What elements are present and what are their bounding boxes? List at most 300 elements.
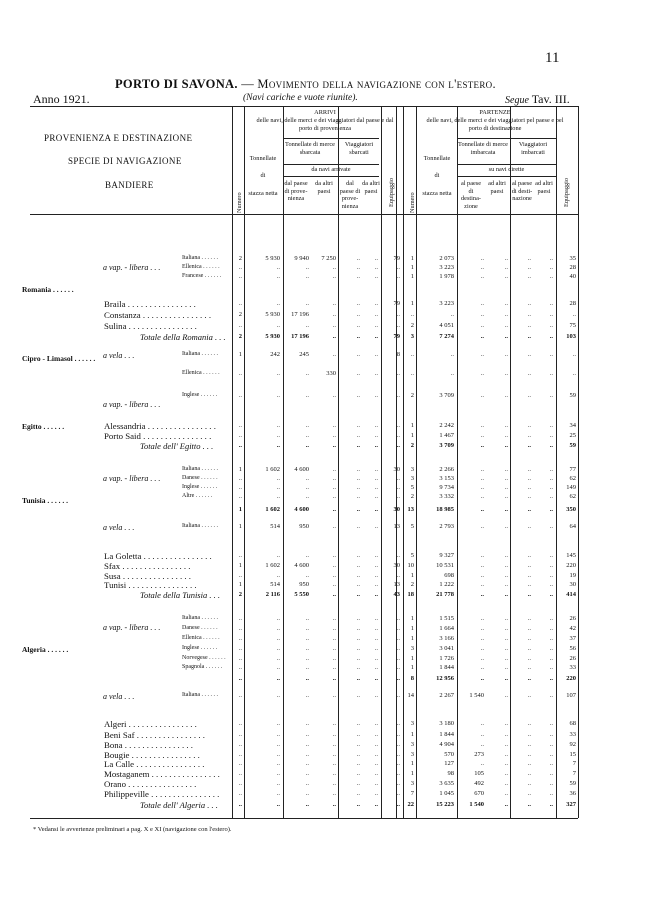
partenze-numero-cell: 5 — [410, 552, 414, 559]
arrivi-equip-cell: .. — [396, 484, 400, 491]
partenze-stazza-cell: 3 180 — [439, 720, 454, 727]
arrivi-stazza-cell: .. — [276, 493, 280, 500]
arrivi-viagg-paese-cell: .. — [356, 300, 360, 307]
arrivi-equip-cell: .. — [396, 442, 400, 449]
arrivi-viagg-paese-cell: .. — [356, 780, 360, 787]
flag-label: Danese . . . . . . — [182, 625, 218, 631]
arrivi-merce-paese-cell: .. — [305, 675, 309, 682]
partenze-merce-altri-cell: .. — [504, 333, 508, 340]
partenze-merce-altri-cell: .. — [504, 273, 508, 280]
arrivi-viagg-altri-cell: .. — [374, 790, 378, 797]
arrivi-merce-paese-cell: .. — [305, 720, 309, 727]
page-title — [115, 77, 496, 92]
arrivi-numero-cell: 2 — [238, 255, 242, 262]
arrivi-equip-cell: 13 — [393, 523, 400, 530]
flag-label: Inglese . . . . . . — [182, 645, 218, 651]
partenze-merce-paese-cell: .. — [480, 731, 484, 738]
arrivi-stazza-cell: .. — [276, 322, 280, 329]
arrivi-merce-altri-cell: .. — [332, 562, 336, 569]
arrivi-viagg-altri-cell: .. — [374, 300, 378, 307]
partenze-viagg-paese-cell: .. — [527, 475, 531, 482]
partenze-viagg-altri-cell: .. — [549, 562, 553, 569]
arrivi-merce-paese-cell: .. — [305, 770, 309, 777]
arrivi-viagg-altri-cell: .. — [374, 322, 378, 329]
partenze-viagg-paese-cell: .. — [527, 751, 531, 758]
partenze-stazza-cell: 2 266 — [439, 466, 454, 473]
arrivi-numero-cell: .. — [238, 552, 242, 559]
arrivi-merce-paese-cell: .. — [305, 780, 309, 787]
partenze-viagg-altri-cell: .. — [549, 720, 553, 727]
partenze-equip-cell: 103 — [566, 333, 576, 340]
partenze-stazza-cell: 4 051 — [439, 322, 454, 329]
arrivi-viagg-paese-cell: .. — [356, 751, 360, 758]
partenze-merce-altri-cell: .. — [504, 484, 508, 491]
partenze-viagg-paese-cell: .. — [527, 322, 531, 329]
arrivi-stazza-cell: .. — [276, 751, 280, 758]
arrivi-stazza-cell: .. — [276, 552, 280, 559]
partenze-stazza-cell: 3 709 — [439, 392, 454, 399]
partenze-equip-cell: 40 — [569, 273, 576, 280]
partenze-merce-paese-cell: .. — [480, 322, 484, 329]
arrivi-equip-cell: 79 — [393, 333, 400, 340]
partenze-merce-paese-cell: .. — [480, 333, 484, 340]
arrivi-equip-cell: .. — [396, 790, 400, 797]
partenze-numero-cell: 1 — [410, 422, 414, 429]
partenze-merce-altri-cell: .. — [504, 392, 508, 399]
arrivi-viagg-altri-cell: .. — [374, 625, 378, 632]
partenze-tonnellate: Tonnellate — [423, 155, 451, 162]
partenze-numero-cell: 1 — [410, 731, 414, 738]
partenze-equip-cell: 33 — [569, 731, 576, 738]
rule-header-bottom — [30, 214, 578, 215]
arrivi-viagg-altri-cell: .. — [374, 506, 378, 513]
partenze-equip: Equipaggio — [563, 177, 570, 207]
column-rule — [283, 106, 284, 818]
arrivi-viagg-paese-cell: .. — [356, 635, 360, 642]
arrivi-equip-cell: .. — [396, 692, 400, 699]
arrivi-merce-paese-cell: .. — [305, 615, 309, 622]
arrivi-numero-cell: .. — [238, 322, 242, 329]
partenze-viagg-paese-cell: .. — [527, 645, 531, 652]
partenze-viagg-altri-cell: .. — [549, 645, 553, 652]
partenze-numero-cell: 2 — [410, 442, 414, 449]
partenze-viagg-altri-cell: .. — [549, 751, 553, 758]
arrivi-stazza-cell: 514 — [270, 581, 280, 588]
arrivi-equip-cell: .. — [396, 664, 400, 671]
partenze-merce-altri-cell: .. — [504, 625, 508, 632]
column-rule — [457, 106, 458, 818]
partenze-viagg-altri-cell: .. — [549, 322, 553, 329]
arrivi-viagg-altri-cell: .. — [374, 645, 378, 652]
arrivi-merce-altri-cell: .. — [332, 484, 336, 491]
arrivi-stazza-cell: .. — [276, 645, 280, 652]
partenze-viagg-altri-cell: .. — [549, 523, 553, 530]
arrivi-numero-cell: .. — [238, 493, 242, 500]
partenze-numero-cell: 3 — [410, 475, 414, 482]
flag-label: Italiana . . . . . . — [182, 255, 218, 261]
column-rule — [510, 106, 511, 818]
arrivi-equip-cell: .. — [396, 475, 400, 482]
partenze-merce-altri-cell: .. — [504, 466, 508, 473]
partenze-merce-paese-cell: 1 540 — [469, 801, 484, 808]
partenze-viagg-altri-cell: .. — [549, 675, 553, 682]
arrivi-col3: dal paese di prove- nienza — [339, 180, 361, 210]
partenze-viagg-altri-cell: .. — [549, 760, 553, 767]
partenze-merce-paese-cell: .. — [480, 581, 484, 588]
partenze-stazza-cell: 21 778 — [436, 591, 454, 598]
partenze-stazza-cell: 1 726 — [439, 655, 454, 662]
partenze-merce-paese-cell: .. — [480, 273, 484, 280]
arrivi-viagg-paese-cell: .. — [356, 801, 360, 808]
flag-label: Francese . . . . . . — [182, 273, 222, 279]
arrivi-viagg-altri-cell: .. — [374, 475, 378, 482]
partenze-numero-cell: 1 — [410, 635, 414, 642]
partenze-merce-altri-cell: .. — [504, 475, 508, 482]
arrivi-merce: Tonnellate di merce sbarcata — [285, 141, 335, 156]
arrivi-merce-paese-cell: 9 940 — [294, 255, 309, 262]
partenze-stazza-cell: 9 327 — [439, 552, 454, 559]
partenze-numero-cell: 1 — [410, 625, 414, 632]
page-number: 11 — [545, 50, 560, 66]
arrivi-viagg-paese-cell: .. — [356, 720, 360, 727]
arrivi-merce-paese-cell: .. — [305, 572, 309, 579]
partenze-viagg-altri-cell: .. — [549, 625, 553, 632]
arrivi-viagg-paese-cell: .. — [356, 523, 360, 530]
partenze-merce-paese-cell: .. — [480, 351, 484, 358]
anno-label: Anno 1921. — [33, 92, 90, 106]
partenze-stazza-cell: 2 267 — [439, 692, 454, 699]
arrivi-merce-paese-cell: .. — [305, 432, 309, 439]
arrivi-viagg-paese-cell: .. — [356, 506, 360, 513]
arrivi-stazza-cell: .. — [276, 675, 280, 682]
partenze-stazza-cell: .. — [450, 311, 454, 318]
partenze-equip-cell: 7 — [572, 770, 576, 777]
group-label: Cipro - Limasol . . . . . . — [22, 354, 96, 363]
partenze-equip-cell: 77 — [569, 466, 576, 473]
partenze-viagg-altri-cell: .. — [549, 392, 553, 399]
arrivi-viagg-paese-cell: .. — [356, 741, 360, 748]
arrivi-viagg-paese-cell: .. — [356, 675, 360, 682]
partenze-viagg-paese-cell: .. — [527, 466, 531, 473]
partenze-numero-cell: 1 — [410, 255, 414, 262]
partenze-viagg-altri-cell: .. — [549, 780, 553, 787]
partenze-viagg-altri-cell: .. — [549, 484, 553, 491]
flag-label: Inglese . . . . . . — [182, 392, 218, 398]
arrivi-viagg-paese-cell: .. — [356, 475, 360, 482]
title-rest: — Movimento della navigazione con l'estero. — [237, 77, 496, 91]
partenze-equip-cell: 30 — [569, 581, 576, 588]
arrivi-merce-altri-cell: .. — [332, 506, 336, 513]
arrivi-merce-altri-cell: .. — [332, 625, 336, 632]
partenze-merce-altri-cell: .. — [504, 655, 508, 662]
flag-label: Norvegese . . . . . . — [182, 655, 226, 661]
port-label: Sfax . . . . . . . . . . . . . . . . — [104, 561, 191, 571]
partenze-stazza-cell: 3 709 — [439, 442, 454, 449]
arrivi-viagg-paese-cell: .. — [356, 311, 360, 318]
header-rule — [457, 164, 556, 165]
partenze-viagg-altri-cell: .. — [549, 370, 553, 377]
arrivi-viagg-altri-cell: .. — [374, 692, 378, 699]
arrivi-merce-paese-cell: .. — [305, 790, 309, 797]
arrivi-viagg-altri-cell: .. — [374, 655, 378, 662]
arrivi-viagg-altri-cell: .. — [374, 572, 378, 579]
partenze-viagg-altri-cell: .. — [549, 591, 553, 598]
arrivi-viagg-paese-cell: .. — [356, 370, 360, 377]
partenze-viagg-paese-cell: .. — [527, 731, 531, 738]
partenze-viagg-paese-cell: .. — [527, 675, 531, 682]
partenze-merce-paese-cell: .. — [480, 392, 484, 399]
column-rule — [338, 106, 339, 818]
partenze-stazza-cell: 3 166 — [439, 635, 454, 642]
arrivi-merce-altri-cell: 7 250 — [321, 255, 336, 262]
partenze-equip-cell: 15 — [569, 751, 576, 758]
partenze-numero-cell: .. — [410, 351, 414, 358]
partenze-numero-cell: 1 — [410, 300, 414, 307]
partenze-viagg-altri-cell: .. — [549, 351, 553, 358]
partenze-merce-altri-cell: .. — [504, 422, 508, 429]
group-label: Egitto . . . . . . — [22, 422, 65, 431]
arrivi-viagg-altri-cell: .. — [374, 664, 378, 671]
port-label: Sulina . . . . . . . . . . . . . . . . — [104, 321, 197, 331]
partenze-merce-paese-cell: .. — [480, 562, 484, 569]
partenze-numero-cell: 7 — [410, 790, 414, 797]
group-label: Romania . . . . . . — [22, 285, 74, 294]
navigation-kind: a vap. - libera . . . — [103, 263, 161, 272]
arrivi-viagg-paese-cell: .. — [356, 731, 360, 738]
partenze-stazza-cell: 3 635 — [439, 780, 454, 787]
arrivi-merce-paese-cell: 4 600 — [294, 466, 309, 473]
partenze-viagg-altri-cell: .. — [549, 801, 553, 808]
flag-label: Danese . . . . . . — [182, 475, 218, 481]
port-label: La Goletta . . . . . . . . . . . . . . . . — [104, 551, 212, 561]
arrivi-numero-cell: .. — [238, 664, 242, 671]
partenze-viagg-altri-cell: .. — [549, 731, 553, 738]
arrivi-viagg-altri-cell: .. — [374, 801, 378, 808]
partenze-equip-cell: 28 — [569, 264, 576, 271]
arrivi-equip-cell: .. — [396, 720, 400, 727]
arrivi-equip-cell: .. — [396, 322, 400, 329]
flag-label: Italiana . . . . . . — [182, 692, 218, 698]
arrivi-equip-cell: .. — [396, 552, 400, 559]
arrivi-viagg-paese-cell: .. — [356, 432, 360, 439]
partenze-numero-cell: 3 — [410, 645, 414, 652]
arrivi-merce-paese-cell: .. — [305, 664, 309, 671]
navigation-kind: a vap. - libera . . . — [103, 474, 161, 483]
arrivi-merce-altri-cell: .. — [332, 422, 336, 429]
partenze-equip-cell: 37 — [569, 635, 576, 642]
arrivi-sub: delle navi, delle merci e dei viaggiatori dal paese e dal porto di provenienza — [256, 117, 394, 132]
partenze-stazza-cell: 3 223 — [439, 300, 454, 307]
arrivi-merce-altri-cell: .. — [332, 351, 336, 358]
left-header-1: PROVENIENZA E DESTINAZIONE — [44, 133, 193, 143]
partenze-equip-cell: 34 — [569, 422, 576, 429]
arrivi-stazza-cell: 1 602 — [265, 506, 280, 513]
navigation-kind: a vela . . . — [103, 351, 135, 360]
partenze-viagg-altri-cell: .. — [549, 475, 553, 482]
arrivi-merce-altri-cell: .. — [332, 692, 336, 699]
arrivi-stazza-cell: .. — [276, 442, 280, 449]
partenze-merce-altri-cell: .. — [504, 645, 508, 652]
header-rule — [283, 138, 379, 139]
partenze-merce-paese-cell: .. — [480, 300, 484, 307]
arrivi-merce-altri-cell: .. — [332, 581, 336, 588]
partenze-viagg-altri-cell: .. — [549, 466, 553, 473]
partenze-numero-cell: 1 — [410, 264, 414, 271]
arrivi-merce-paese-cell: .. — [305, 273, 309, 280]
partenze-viagg-paese-cell: .. — [527, 655, 531, 662]
arrivi-stazza-cell: 5 930 — [265, 255, 280, 262]
arrivi-numero-cell: .. — [238, 770, 242, 777]
partenze-viagg-paese-cell: .. — [527, 572, 531, 579]
partenze-viagg-altri-cell: .. — [549, 422, 553, 429]
arrivi-merce-paese-cell: .. — [305, 645, 309, 652]
arrivi-viagg-altri-cell: .. — [374, 675, 378, 682]
arrivi-viagg-altri-cell: .. — [374, 422, 378, 429]
arrivi-numero-cell: .. — [238, 655, 242, 662]
partenze-merce-paese-cell: .. — [480, 311, 484, 318]
arrivi-equip-cell: .. — [396, 780, 400, 787]
arrivi-stazza-cell: .. — [276, 770, 280, 777]
arrivi-viagg-altri-cell: .. — [374, 770, 378, 777]
arrivi-numero-cell: .. — [238, 720, 242, 727]
partenze-viagg-altri-cell: .. — [549, 635, 553, 642]
port-label: Algeri . . . . . . . . . . . . . . . . — [104, 719, 197, 729]
partenze-merce: Tonnellate di merce imbarcata — [458, 141, 508, 156]
arrivi-viagg-altri-cell: .. — [374, 273, 378, 280]
partenze-viagg-altri-cell: .. — [549, 432, 553, 439]
column-rule — [396, 106, 397, 818]
arrivi-equip-cell: 13 — [393, 581, 400, 588]
partenze-viagg-paese-cell: .. — [527, 562, 531, 569]
partenze-equip-cell: .. — [572, 370, 576, 377]
partenze-viagg-altri-cell: .. — [549, 741, 553, 748]
partenze-viagg-altri-cell: .. — [549, 273, 553, 280]
arrivi-merce-paese-cell: .. — [305, 801, 309, 808]
partenze-merce-paese-cell: .. — [480, 635, 484, 642]
partenze-merce-paese-cell: .. — [480, 760, 484, 767]
partenze-merce-altri-cell: .. — [504, 731, 508, 738]
arrivi-merce-altri-cell: .. — [332, 552, 336, 559]
arrivi-numero-cell: .. — [238, 645, 242, 652]
partenze-viagg-altri-cell: .. — [549, 442, 553, 449]
partenze-equip-cell: 26 — [569, 615, 576, 622]
arrivi-equip-cell: .. — [396, 655, 400, 662]
arrivi-viagg-altri-cell: .. — [374, 333, 378, 340]
arrivi-merce-altri-cell: .. — [332, 591, 336, 598]
arrivi-stazza-cell: .. — [276, 801, 280, 808]
partenze-numero-cell: 2 — [410, 493, 414, 500]
arrivi-stazza-cell: .. — [276, 422, 280, 429]
partenze-stazza-cell: 10 531 — [436, 562, 454, 569]
partenze-merce-paese-cell: .. — [480, 675, 484, 682]
arrivi-viagg-paese-cell: .. — [356, 790, 360, 797]
arrivi-merce-paese-cell: .. — [305, 625, 309, 632]
arrivi-viagg-altri-cell: .. — [374, 760, 378, 767]
partenze-viagg-paese-cell: .. — [527, 664, 531, 671]
partenze-equip-cell: 64 — [569, 523, 576, 530]
arrivi-merce-paese-cell: 4 600 — [294, 562, 309, 569]
partenze-merce-altri-cell: .. — [504, 692, 508, 699]
header-rule — [457, 138, 556, 139]
partenze-viagg-altri-cell: .. — [549, 264, 553, 271]
arrivi-equip-cell: .. — [396, 675, 400, 682]
arrivi-numero-cell: 1 — [238, 562, 242, 569]
partenze-viagg-altri-cell: .. — [549, 581, 553, 588]
partenze-stazza-cell: 98 — [447, 770, 454, 777]
arrivi-merce-paese-cell: .. — [305, 655, 309, 662]
partenze-equip-cell: 62 — [569, 475, 576, 482]
partenze-merce-altri-cell: .. — [504, 370, 508, 377]
subtitle: (Navi cariche e vuote riunite). — [243, 93, 358, 103]
partenze-numero-cell: 2 — [410, 322, 414, 329]
arrivi-merce-paese-cell: .. — [305, 731, 309, 738]
partenze-merce-paese-cell: .. — [480, 741, 484, 748]
partenze-merce-altri-cell: .. — [504, 322, 508, 329]
partenze-merce-paese-cell: .. — [480, 645, 484, 652]
partenze-equip-cell: 75 — [569, 322, 576, 329]
column-rule — [232, 106, 233, 818]
partenze-viagg-paese-cell: .. — [527, 581, 531, 588]
arrivi-numero-cell: .. — [238, 442, 242, 449]
partenze-numero-cell: 5 — [410, 523, 414, 530]
partenze-viagg-altri-cell: .. — [549, 311, 553, 318]
left-header-2: SPECIE DI NAVIGAZIONE — [68, 156, 182, 166]
arrivi-stazza-cell: 242 — [270, 351, 280, 358]
arrivi-viagg-paese-cell: .. — [356, 484, 360, 491]
partenze-merce-altri-cell: .. — [504, 591, 508, 598]
arrivi-numero-cell: 1 — [238, 351, 242, 358]
arrivi-numero-cell: .. — [238, 692, 242, 699]
partenze-viagg-paese-cell: .. — [527, 780, 531, 787]
arrivi-viagg-paese-cell: .. — [356, 273, 360, 280]
arrivi-equip-cell: .. — [396, 770, 400, 777]
arrivi-merce-paese-cell: 5 550 — [294, 591, 309, 598]
partenze-stazza-cell: .. — [450, 351, 454, 358]
partenze-merce-altri-cell: .. — [504, 801, 508, 808]
arrivi-viagg-altri-cell: .. — [374, 311, 378, 318]
partenze-numero-cell: 1 — [410, 664, 414, 671]
arrivi-stazza-cell: .. — [276, 475, 280, 482]
arrivi-stazza-cell: 2 116 — [265, 591, 280, 598]
arrivi-numero-cell: 2 — [238, 591, 242, 598]
partenze-merce-paese-cell: .. — [480, 655, 484, 662]
arrivi-stazza-cell: .. — [276, 615, 280, 622]
partenze-stazza-cell: 15 223 — [436, 801, 454, 808]
arrivi-viagg-altri-cell: .. — [374, 720, 378, 727]
partenze-equip-cell: 26 — [569, 655, 576, 662]
arrivi-stazza-cell: .. — [276, 635, 280, 642]
partenze-merce-altri-cell: .. — [504, 255, 508, 262]
arrivi-equip-cell: .. — [396, 370, 400, 377]
partenze-equip-cell: 19 — [569, 572, 576, 579]
footnote: * Vedansi le avvertenze preliminari a pag. X e XI (navigazione con l'estero). — [33, 826, 232, 833]
arrivi-viagg-altri-cell: .. — [374, 442, 378, 449]
partenze-equip-cell: 35 — [569, 255, 576, 262]
arrivi-numero-cell: .. — [238, 370, 242, 377]
column-rule — [403, 106, 404, 818]
arrivi-merce-paese-cell: .. — [305, 442, 309, 449]
arrivi-numero-cell: 2 — [238, 333, 242, 340]
arrivi-merce-altri-cell: .. — [332, 801, 336, 808]
arrivi-merce-paese-cell: .. — [305, 493, 309, 500]
column-rule — [381, 106, 382, 818]
arrivi-stazza-cell: .. — [276, 664, 280, 671]
arrivi-merce-altri-cell: .. — [332, 645, 336, 652]
partenze-numero-cell: 5 — [410, 484, 414, 491]
partenze-equip-cell: 350 — [566, 506, 576, 513]
partenze-merce-altri-cell: .. — [504, 264, 508, 271]
partenze-merce-paese-cell: .. — [480, 264, 484, 271]
